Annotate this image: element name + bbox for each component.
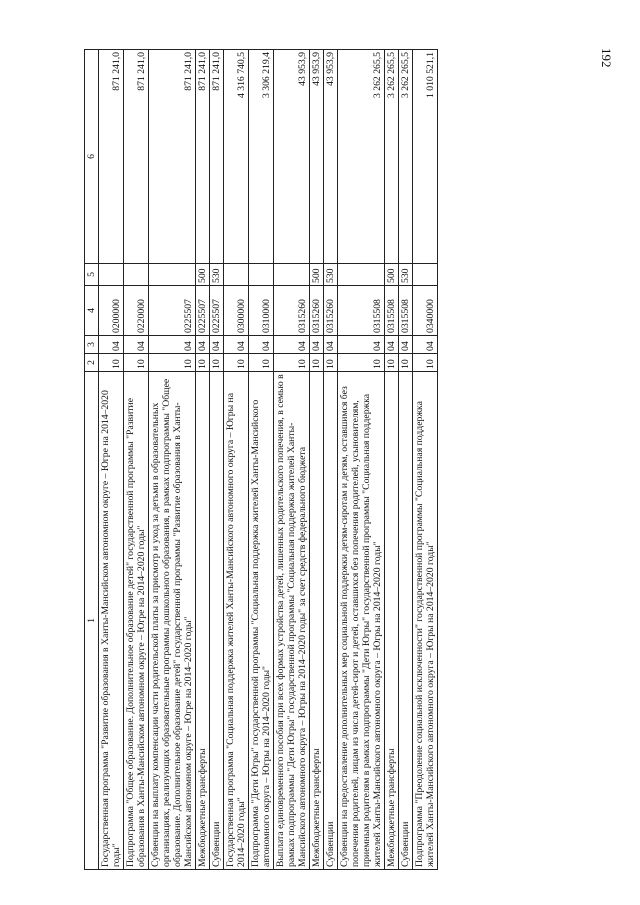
row-expense-type-cell: 530 [210, 264, 224, 286]
table-row [385, 50, 399, 870]
row-expense-type-cell: 500 [196, 264, 210, 286]
row-section-cell: 10 [310, 354, 324, 372]
row-expense-type-cell [124, 264, 149, 286]
table-row [310, 50, 324, 870]
row-amount-cell: 3 262 265,5 [399, 50, 413, 264]
page-number: 192 [599, 48, 614, 68]
row-expense-type-cell [413, 264, 438, 286]
rotated-page-content [84, 50, 634, 870]
table-row [149, 50, 196, 870]
row-section-cell: 10 [338, 354, 385, 372]
table-row [413, 50, 438, 870]
row-subsection-cell: 04 [149, 336, 196, 354]
header-cell: 4 [85, 286, 99, 336]
row-subsection-cell: 04 [249, 336, 274, 354]
row-target-article-cell: 0315508 [338, 286, 385, 336]
row-section-cell: 10 [324, 354, 338, 372]
row-subsection-cell: 04 [210, 336, 224, 354]
row-subsection-cell: 04 [124, 336, 149, 354]
row-amount-cell: 871 241,0 [149, 50, 196, 264]
budget-table [84, 49, 438, 870]
row-target-article-cell: 0340000 [413, 286, 438, 336]
row-name-cell: Государственная программа "Развитие образования в Ханты-Мансийском автономном округе – Югре на 2014–2020 годы" [99, 372, 124, 870]
row-subsection-cell: 04 [338, 336, 385, 354]
table-row [224, 50, 249, 870]
row-section-cell: 10 [385, 354, 399, 372]
row-name-cell: Государственная программа "Социальная поддержка жителей Ханты-Мансийского автономного округа – Югры на 2014–2020 годы" [224, 372, 249, 870]
row-target-article-cell: 0315508 [385, 286, 399, 336]
row-expense-type-cell [338, 264, 385, 286]
row-amount-cell: 3 306 219,4 [249, 50, 274, 264]
row-expense-type-cell: 530 [324, 264, 338, 286]
row-subsection-cell: 04 [310, 336, 324, 354]
row-section-cell: 10 [249, 354, 274, 372]
row-target-article-cell: 0225507 [210, 286, 224, 336]
row-name-cell: Подпрограмма "Преодоление социальной исключенности" государственной программы "Социальная поддержка жителей Ханты-Мансийского автономного округа – Югры на 2014–2020 годы" [413, 372, 438, 870]
row-expense-type-cell: 500 [385, 264, 399, 286]
row-subsection-cell: 04 [413, 336, 438, 354]
row-target-article-cell: 0225507 [149, 286, 196, 336]
row-expense-type-cell [224, 264, 249, 286]
row-section-cell: 10 [399, 354, 413, 372]
row-name-cell: Субвенции [324, 372, 338, 870]
row-expense-type-cell [249, 264, 274, 286]
row-amount-cell: 871 241,0 [124, 50, 149, 264]
table-row [124, 50, 149, 870]
row-target-article-cell: 0300000 [224, 286, 249, 336]
header-cell: 3 [85, 336, 99, 354]
row-name-cell: Межбюджетные трансферты [310, 372, 324, 870]
row-name-cell: Субвенции [210, 372, 224, 870]
row-target-article-cell: 0315260 [274, 286, 310, 336]
row-amount-cell: 3 262 265,5 [338, 50, 385, 264]
row-amount-cell: 43 953,9 [324, 50, 338, 264]
row-subsection-cell: 04 [324, 336, 338, 354]
table-row [99, 50, 124, 870]
row-amount-cell: 871 241,0 [210, 50, 224, 264]
row-subsection-cell: 04 [224, 336, 249, 354]
row-name-cell: Подпрограмма "Дети Югры" государственной программы "Социальная поддержка жителей Ханты-Мансийского автономного округа – Югры на 2014–2020 годы" [249, 372, 274, 870]
row-section-cell: 10 [196, 354, 210, 372]
row-subsection-cell: 04 [274, 336, 310, 354]
row-name-cell: Субвенции на выплату компенсации части родительской платы за присмотр и уход за детьми в образовательных организациях, реализующих образовательные программы дошкольного образования, в рамках подпрограммы "Общее образование. Дополнительное образование детей" государственной программы "Развитие образования в Ханты-Мансийском автономном округе – Югре на 2014–2020 годы" [149, 372, 196, 870]
row-amount-cell: 871 241,0 [196, 50, 210, 264]
row-target-article-cell: 0225507 [196, 286, 210, 336]
row-section-cell: 10 [149, 354, 196, 372]
header-cell: 2 [85, 354, 99, 372]
row-name-cell: Субвенции на предоставление дополнительных мер социальной поддержки детям-сиротам и детям, оставшимся без попечения родителей, лицам из числа детей-сирот и детей, оставшихся без попечения родителей, усыновителям, приемным родителям в рамках подпрограммы "Дети Югры" государственной программы "Социальная поддержка жителей Ханты-Мансийского автономного округа – Югры на 2014–2020 годы" [338, 372, 385, 870]
header-cell: 6 [85, 50, 99, 264]
row-target-article-cell: 0200000 [99, 286, 124, 336]
row-name-cell: Подпрограмма "Общее образование. Дополнительное образование детей" государственной программы "Развитие образования в Ханты-Мансийском автономном округе – Югре на 2014–2020 годы" [124, 372, 149, 870]
row-expense-type-cell [274, 264, 310, 286]
row-name-cell: Выплата единовременного пособия при всех формах устройства детей, лишенных родительского попечения, в семью в рамках подпрограммы "Дети Югры" государственной программы "Социальная поддержка жителей Ханты-Мансийского автономного округа – Югры на 2014–2020 годы" за счет средств федерального бюджета [274, 372, 310, 870]
row-target-article-cell: 0310000 [249, 286, 274, 336]
row-expense-type-cell [99, 264, 124, 286]
row-amount-cell: 871 241,0 [99, 50, 124, 264]
row-amount-cell: 43 953,9 [274, 50, 310, 264]
header-cell: 5 [85, 264, 99, 286]
header-cell: 1 [85, 372, 99, 870]
row-target-article-cell: 0315508 [399, 286, 413, 336]
row-expense-type-cell: 500 [310, 264, 324, 286]
row-amount-cell: 4 316 740,5 [224, 50, 249, 264]
row-section-cell: 10 [99, 354, 124, 372]
row-name-cell: Межбюджетные трансферты [385, 372, 399, 870]
table-row [249, 50, 274, 870]
row-subsection-cell: 04 [385, 336, 399, 354]
row-amount-cell: 43 953,9 [310, 50, 324, 264]
row-section-cell: 10 [224, 354, 249, 372]
row-target-article-cell: 0220000 [124, 286, 149, 336]
header-row [85, 50, 99, 870]
table-row [196, 50, 210, 870]
row-expense-type-cell: 530 [399, 264, 413, 286]
table-row [274, 50, 310, 870]
row-section-cell: 10 [274, 354, 310, 372]
row-expense-type-cell [149, 264, 196, 286]
row-subsection-cell: 04 [399, 336, 413, 354]
row-name-cell: Межбюджетные трансферты [196, 372, 210, 870]
table-row [399, 50, 413, 870]
row-target-article-cell: 0315260 [324, 286, 338, 336]
table-row [210, 50, 224, 870]
row-amount-cell: 3 262 265,5 [385, 50, 399, 264]
table-row [338, 50, 385, 870]
row-subsection-cell: 04 [99, 336, 124, 354]
row-target-article-cell: 0315260 [310, 286, 324, 336]
row-subsection-cell: 04 [196, 336, 210, 354]
row-section-cell: 10 [210, 354, 224, 372]
table-row [324, 50, 338, 870]
row-section-cell: 10 [124, 354, 149, 372]
row-amount-cell: 1 010 521,1 [413, 50, 438, 264]
row-section-cell: 10 [413, 354, 438, 372]
row-name-cell: Субвенции [399, 372, 413, 870]
